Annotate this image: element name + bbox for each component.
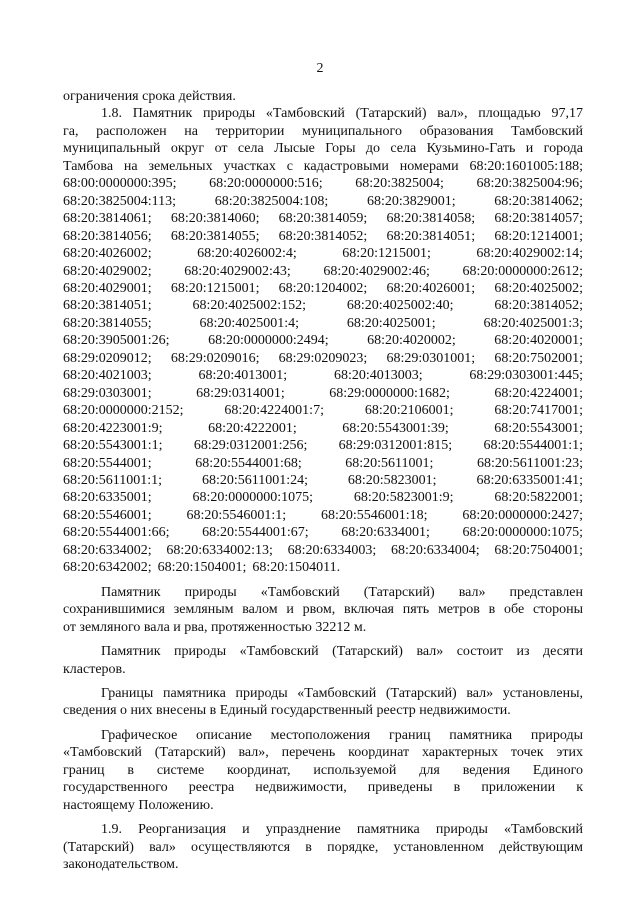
cadastral-number: 68:29:0314001; xyxy=(196,385,285,401)
text-line: 1.8. Памятник природы «Тамбовский (Татарский) вал», площадью 97,17 xyxy=(101,106,583,122)
cadastral-number: 68:20:4020001; xyxy=(494,333,583,349)
cadastral-number: 68:20:0000000:2612; xyxy=(462,263,583,279)
cadastral-number: 68:29:0000000:1682; xyxy=(329,385,450,401)
cadastral-row xyxy=(63,245,583,262)
text-line: государственного реестра недвижимости, приведены в приложении к xyxy=(63,780,583,796)
cadastral-number: 68:20:4029002:43; xyxy=(184,263,291,279)
cadastral-row xyxy=(63,263,583,280)
cadastral-number: 68:20:1504001; xyxy=(157,560,247,576)
cadastral-row xyxy=(63,210,583,227)
text-line: сведения о них внесены в Единый государственный реестр недвижимости. xyxy=(63,703,511,719)
paragraph-clusters xyxy=(63,643,583,678)
cadastral-number: 68:20:6335001; xyxy=(63,490,152,506)
cadastral-number: 68:20:6334004; xyxy=(390,542,480,558)
cadastral-number: 68:00:0000000:395; xyxy=(63,176,177,192)
cadastral-row xyxy=(63,315,583,332)
cadastral-number: 68:20:4224001; xyxy=(494,385,583,401)
cadastral-number: 68:20:5544001:67; xyxy=(202,525,309,541)
cadastral-number: 68:20:5544001:1; xyxy=(483,438,583,454)
cadastral-number: 68:20:4021003; xyxy=(63,368,152,384)
paragraph-continuation: ограничения срока действия. xyxy=(63,89,236,104)
cadastral-number: 68:20:5546001; xyxy=(63,507,152,523)
cadastral-number: 68:20:6334001; xyxy=(341,525,430,541)
cadastral-number: 68:20:3814059; xyxy=(278,211,368,227)
cadastral-number: 68:20:3814055; xyxy=(170,228,260,244)
cadastral-number: 68:20:3814052; xyxy=(494,298,583,314)
cadastral-number: 68:20:1204002; xyxy=(278,280,368,296)
cadastral-number: 68:20:3829001; xyxy=(366,193,456,209)
cadastral-number: 68:20:3814052; xyxy=(278,228,368,244)
cadastral-number: 68:20:3825004:113; xyxy=(63,193,177,209)
cadastral-number: 68:20:6335001:41; xyxy=(476,472,583,488)
cadastral-number: 68:20:4013001; xyxy=(198,368,288,384)
cadastral-number: 68:20:4025002; xyxy=(494,280,583,296)
cadastral-number: 68:20:5543001:39; xyxy=(342,420,449,436)
cadastral-number: 68:20:3814055; xyxy=(63,315,152,331)
cadastral-number: 68:20:5611001:1; xyxy=(63,472,163,488)
cadastral-row xyxy=(63,542,583,559)
cadastral-row xyxy=(63,228,583,245)
cadastral-number: 68:20:4029001; xyxy=(63,280,152,296)
text-line: от земляного вала и рва, протяженностью 32212 м. xyxy=(63,619,367,635)
cadastral-number: 68:29:0312001:815; xyxy=(338,438,453,454)
cadastral-number: 68:20:5823001; xyxy=(347,472,437,488)
text-line: 1.9. Реорганизация и упразднение памятника природы «Тамбовский xyxy=(101,822,583,838)
cadastral-number: 68:20:6334002:13; xyxy=(166,542,273,558)
cadastral-number: 68:20:4029002:46; xyxy=(323,263,430,279)
text-line: сохранившимися земляным валом и рвом, включая пять метров в обе стороны xyxy=(63,602,583,618)
cadastral-number: 68:20:4013003; xyxy=(333,368,423,384)
cadastral-number: 68:20:0000000:2427; xyxy=(462,507,583,523)
cadastral-number: 68:20:1215001; xyxy=(170,280,260,296)
cadastral-number: 68:20:4025002:152; xyxy=(192,298,307,314)
cadastral-row xyxy=(63,455,583,472)
cadastral-number: 68:29:0301001; xyxy=(386,350,476,366)
cadastral-number: 68:29:0312001:256; xyxy=(193,438,308,454)
cadastral-number: 68:20:4029002; xyxy=(63,263,152,279)
cadastral-number: 68:20:3825004:108; xyxy=(214,193,329,209)
cadastral-number: 68:20:4026002; xyxy=(63,246,152,262)
text-line: Границы памятника природы «Тамбовский (Татарский) вал» установлены, xyxy=(101,685,583,701)
cadastral-number: 68:20:2106001; xyxy=(364,403,454,419)
cadastral-number: 68:20:3814062; xyxy=(494,193,583,209)
text-line: «Тамбовский (Татарский) вал», перечень координат характерных точек этих xyxy=(63,745,583,761)
cadastral-number: 68:20:4025002:40; xyxy=(346,298,454,314)
cadastral-number: 68:20:3814056; xyxy=(63,228,152,244)
cadastral-number: 68:20:4020002; xyxy=(367,333,456,349)
paragraph-description xyxy=(63,584,583,636)
cadastral-number: 68:20:4223001:9; xyxy=(63,420,163,436)
cadastral-number: 68:20:5546001:1; xyxy=(186,507,287,523)
cadastral-number: 68:20:3814058; xyxy=(386,211,476,227)
cadastral-number: 68:20:1215001; xyxy=(342,246,431,262)
cadastral-row xyxy=(63,559,583,576)
cadastral-row xyxy=(63,524,583,541)
cadastral-row xyxy=(63,193,583,210)
text-line: Тамбова на земельных участках с кадастровыми номерами 68:20:1601005:188; xyxy=(63,158,583,174)
text-line: настоящему Положению. xyxy=(63,797,214,813)
cadastral-number: 68:20:4224001:7; xyxy=(224,403,324,419)
cadastral-number: 68:20:5543001:1; xyxy=(63,438,163,454)
cadastral-number: 68:20:7502001; xyxy=(494,350,583,366)
cadastral-row xyxy=(63,297,583,314)
cadastral-number: 68:20:3814051; xyxy=(386,228,476,244)
cadastral-number: 68:20:3825004:96; xyxy=(476,176,583,192)
cadastral-row xyxy=(63,489,583,506)
text-line: Графическое описание местоположения границ памятника природы xyxy=(101,727,583,743)
cadastral-row xyxy=(63,350,583,367)
cadastral-number: 68:20:5822001; xyxy=(494,490,583,506)
text-line: га, расположен на территории муниципального образования Тамбовский xyxy=(63,123,583,139)
paragraph-1-9 xyxy=(63,821,583,873)
cadastral-row xyxy=(63,385,583,402)
cadastral-row xyxy=(63,402,583,419)
cadastral-number: 68:20:0000000:1075; xyxy=(462,525,583,541)
document-body xyxy=(63,88,583,873)
cadastral-row xyxy=(63,175,583,192)
paragraph-boundaries xyxy=(63,685,583,720)
cadastral-row xyxy=(63,437,583,454)
cadastral-number-list xyxy=(63,175,583,576)
cadastral-number: 68:20:4222001; xyxy=(208,420,297,436)
cadastral-number: 68:20:4026001; xyxy=(386,280,476,296)
cadastral-number: 68:20:5546001:18; xyxy=(320,507,428,523)
cadastral-number: 68:20:6342002; xyxy=(63,560,152,576)
cadastral-number: 68:20:4025001; xyxy=(346,315,436,331)
cadastral-number: 68:20:0000000:1075; xyxy=(192,490,314,506)
text-line: границ в системе координат, используемой для ведения Единого xyxy=(63,762,583,778)
cadastral-number: 68:20:6334003; xyxy=(287,542,377,558)
cadastral-number: 68:20:0000000:2152; xyxy=(63,403,184,419)
cadastral-number: 68:20:7417001; xyxy=(494,403,583,419)
paragraph-graphic-description xyxy=(63,727,583,814)
cadastral-number: 68:29:0209012; xyxy=(63,350,152,366)
cadastral-row xyxy=(63,507,583,524)
cadastral-number: 68:20:3814060; xyxy=(170,211,260,227)
cadastral-number: 68:20:4025001:4; xyxy=(199,315,300,331)
cadastral-number: 68:20:3814057; xyxy=(494,211,583,227)
cadastral-number: 68:20:0000000:516; xyxy=(209,176,323,192)
cadastral-number: 68:20:5823001:9; xyxy=(353,490,454,506)
cadastral-number: 68:20:4025001:3; xyxy=(483,315,583,331)
cadastral-number: 68:20:4026002:4; xyxy=(197,246,297,262)
cadastral-row xyxy=(63,280,583,297)
text-line: (Татарский) вал» осуществляются в порядке, установленном действующим xyxy=(63,839,583,855)
cadastral-number: 68:29:0303001:445; xyxy=(469,368,583,384)
cadastral-number: 68:20:5544001:68; xyxy=(195,455,302,471)
cadastral-number: 68:20:3825004; xyxy=(355,176,444,192)
cadastral-number: 68:20:6334002; xyxy=(63,542,152,558)
cadastral-number: 68:20:5544001:66; xyxy=(63,525,170,541)
cadastral-number: 68:20:3814051; xyxy=(63,298,152,314)
text-line: кластеров. xyxy=(63,661,126,677)
cadastral-number: 68:20:5544001; xyxy=(63,455,152,471)
cadastral-number: 68:20:4029002:14; xyxy=(476,246,583,262)
cadastral-row xyxy=(63,367,583,384)
cadastral-number: 68:20:1214001; xyxy=(494,228,583,244)
cadastral-number: 68:29:0209023; xyxy=(278,350,368,366)
cadastral-number: 68:20:0000000:2494; xyxy=(208,333,329,349)
cadastral-number: 68:20:5611001; xyxy=(345,455,434,471)
cadastral-number: 68:20:5611001:24; xyxy=(201,472,308,488)
cadastral-row xyxy=(63,472,583,489)
text-line: муниципальный округ от села Лысые Горы до села Кузьмино-Гать и города xyxy=(63,141,583,157)
cadastral-number: 68:29:0303001; xyxy=(63,385,152,401)
cadastral-number: 68:29:0209016; xyxy=(170,350,260,366)
text-line: Памятник природы «Тамбовский (Татарский) вал» представлен xyxy=(101,584,583,600)
cadastral-number: 68:20:1504011. xyxy=(252,560,341,576)
cadastral-row xyxy=(63,332,583,349)
page-number: 2 xyxy=(316,61,324,76)
cadastral-number: 68:20:3905001:26; xyxy=(63,333,170,349)
cadastral-number: 68:20:5543001; xyxy=(494,420,583,436)
cadastral-number: 68:20:5611001:23; xyxy=(476,455,583,471)
cadastral-row xyxy=(63,420,583,437)
cadastral-number: 68:20:3814061; xyxy=(63,211,152,227)
text-line: Памятник природы «Тамбовский (Татарский) вал» состоит из десяти xyxy=(101,644,583,660)
cadastral-number: 68:20:7504001; xyxy=(494,542,583,558)
text-line: законодательством. xyxy=(63,857,179,873)
paragraph-1-8 xyxy=(63,105,583,576)
